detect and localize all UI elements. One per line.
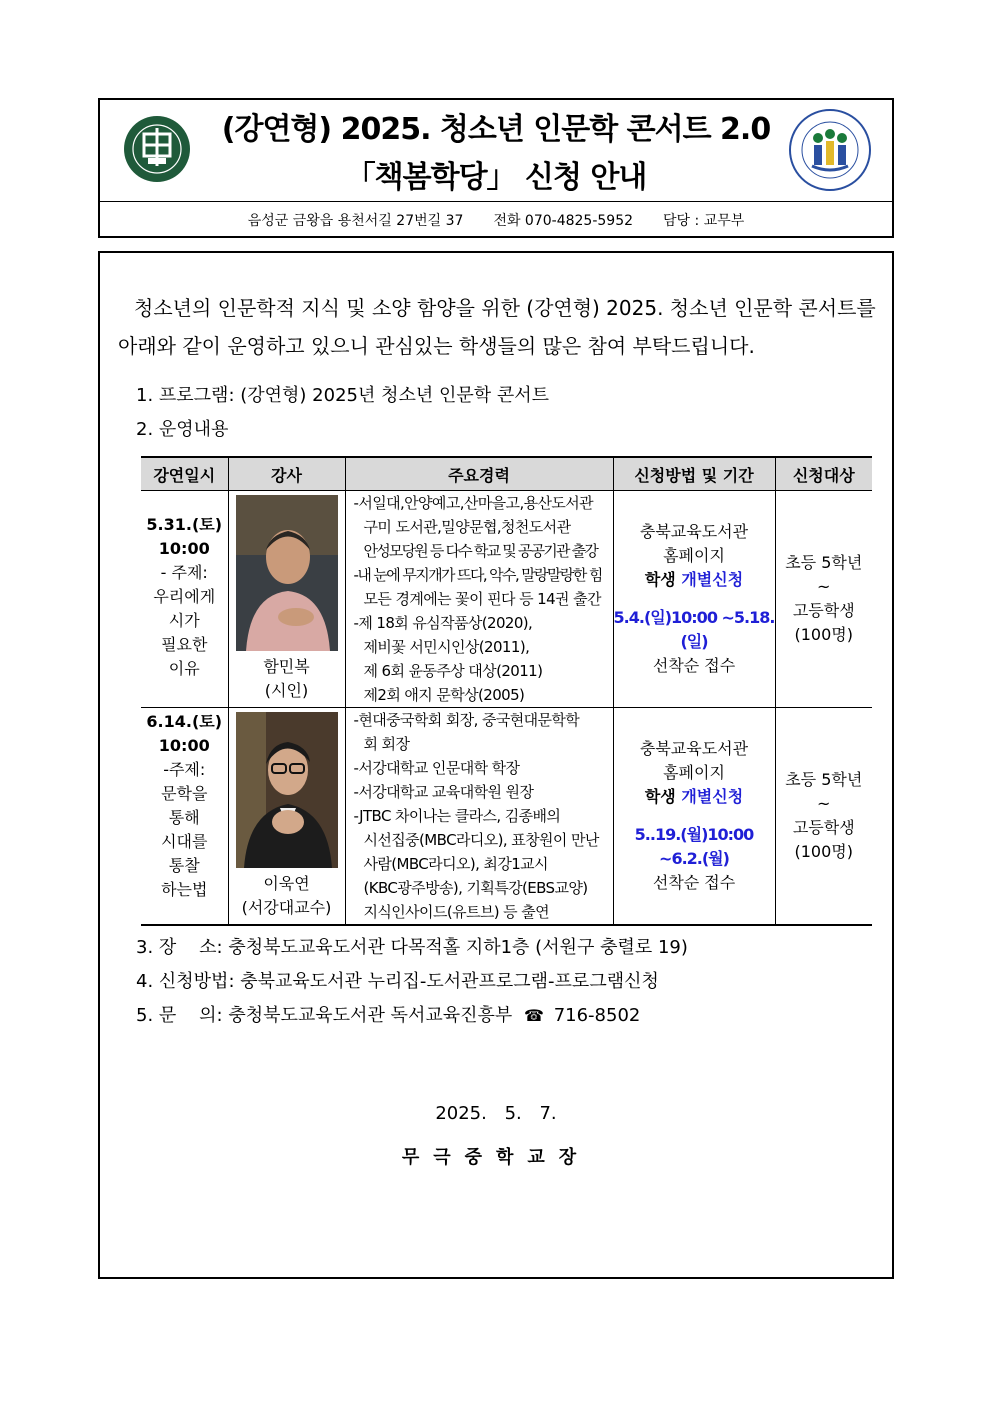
career-cell: [345, 708, 613, 926]
table-header-row: [141, 457, 872, 491]
career-line: 제비꽃 서민시인상(2011),: [363, 638, 530, 656]
topic-line: 우리에게: [153, 587, 216, 606]
contact-department: 담당 : 교무부: [663, 212, 745, 229]
career-line: 제2회 애지 문학상(2005): [363, 686, 525, 704]
topic-line: - 주제:: [160, 563, 208, 582]
career-line: -JTBC 차이나는 클라스, 김종배의: [353, 807, 561, 825]
document-title-line2: 「책봄학당」 신청 안내: [345, 160, 647, 195]
career-line: 지식인사이드(유트브) 등 출연: [363, 903, 550, 921]
item-inquiry: [136, 1001, 640, 1027]
career-line: 구미 도서관,밀양문협,청천도서관: [363, 518, 571, 536]
speaker-cell: [228, 708, 345, 926]
target-range-start: 초등 5학년: [785, 770, 863, 789]
topic-line: 시대를: [161, 832, 208, 851]
target-range-separator: ~: [817, 794, 831, 813]
target-range-start: 초등 5학년: [785, 553, 863, 572]
application-site: 충북교육도서관: [639, 522, 749, 541]
application-method: [614, 785, 775, 809]
application-cell: [613, 708, 775, 926]
career-line: (KBC광주방송), 기획특강(EBS교양): [363, 879, 588, 897]
application-period: 5.4.(일)10:00 ~5.18.(일): [613, 608, 775, 651]
speaker-photo: [236, 712, 338, 868]
target-range-end: 고등학생: [792, 818, 855, 837]
column-header: 강사: [228, 457, 345, 491]
application-method-highlight: 개별신청: [681, 570, 744, 589]
document-title-line1: (강연형) 2025. 청소년 인문학 콘서트 2.0: [221, 112, 771, 147]
lecture-date: 5.31.(토): [146, 515, 223, 534]
speaker-name: 함민복: [263, 657, 310, 676]
item-content: 2. 운영내용: [136, 419, 229, 440]
application-page: 홈페이지: [663, 546, 725, 565]
intro-line-1: 청소년의 인문학적 지식 및 소양 함양을 위한 (강연형) 2025. 청소년 인문학 콘서트를: [134, 296, 876, 320]
target-range-separator: ~: [817, 577, 831, 596]
career-line: -서강대학교 교육대학원 원장: [353, 783, 534, 801]
application-site: 충북교육도서관: [639, 739, 749, 758]
item-application: 4. 신청방법: 충북교육도서관 누리집-도서관프로그램-프로그램신청: [136, 971, 659, 992]
program-table: [141, 456, 872, 926]
telephone-icon: ☎: [524, 1006, 544, 1025]
application-method-prefix: 학생: [644, 787, 682, 806]
career-line: -제 18회 유심작품상(2020),: [353, 614, 533, 632]
document-header: [98, 98, 894, 238]
column-header: 신청대상: [775, 457, 872, 491]
career-line: 제 6회 윤동주상 대상(2011): [363, 662, 543, 680]
school-address: 음성군 금왕읍 용천서길 27번길 37: [247, 212, 464, 229]
column-header: 주요경력: [345, 457, 613, 491]
career-cell: [345, 491, 613, 708]
column-header: 강연일시: [141, 457, 228, 491]
career-line: -현대중국학회 회장, 중국현대문학학: [353, 711, 580, 729]
item-program: 1. 프로그램: (강연형) 2025년 청소년 인문학 콘서트: [136, 385, 550, 406]
topic-line: 문학을: [161, 784, 208, 803]
speaker-role: (서강대교수): [241, 898, 332, 917]
topic-line: 통해: [168, 808, 200, 827]
topic-line: 시가: [168, 611, 200, 630]
application-note: 선착순 접수: [652, 656, 736, 675]
library-emblem-icon: [788, 108, 872, 192]
career-line: 회 회장: [363, 735, 410, 753]
career-line: -서일대,안양예고,산마을고,용산도서관: [353, 494, 594, 512]
career-line: 시선집중(MBC라디오), 표창원이 만난: [363, 831, 599, 849]
speaker-role: (시인): [264, 681, 309, 700]
topic-line: 이유: [168, 659, 200, 678]
document-body: [98, 251, 894, 1279]
application-page: 홈페이지: [663, 763, 725, 782]
speaker-name: 이욱연: [263, 874, 310, 893]
lecture-datetime: [141, 491, 228, 708]
career-line: 사람(MBC라디오), 최강1교시: [363, 855, 548, 873]
lecture-time: 10:00: [158, 736, 210, 755]
column-header: 신청방법 및 기간: [613, 457, 775, 491]
lecture-datetime: [141, 708, 228, 926]
application-period: 5..19.(월)10:00 ~6.2.(월): [634, 825, 754, 868]
application-method-highlight: 개별신청: [681, 787, 744, 806]
inquiry-phone: 716-8502: [553, 1005, 641, 1026]
topic-line: 통찰: [168, 856, 200, 875]
header-contact-bar: [100, 201, 892, 238]
career-line: 안성모당원 등 다수 학교 및 공공기관 출강: [363, 542, 598, 560]
topic-line: -주제:: [163, 760, 206, 779]
target-capacity: (100명): [794, 625, 853, 644]
application-method-prefix: 학생: [644, 570, 682, 589]
career-line: 모든 경계에는 꽃이 핀다 등 14권 출간: [363, 590, 601, 608]
application-note: 선착순 접수: [652, 873, 736, 892]
topic-line: 하는법: [161, 880, 208, 899]
speaker-photo: [236, 495, 338, 651]
career-line: -서강대학교 인문대학 학장: [353, 759, 520, 777]
intro-paragraph: [118, 289, 878, 365]
header-title-area: [100, 100, 892, 202]
lecture-time: 10:00: [158, 539, 210, 558]
application-method: [614, 568, 775, 592]
topic-line: 필요한: [161, 635, 208, 654]
school-phone: 전화 070-4825-5952: [493, 212, 634, 229]
application-cell: [613, 491, 775, 708]
issue-date: 2025. 5. 7.: [435, 1103, 557, 1124]
lecture-date: 6.14.(토): [146, 712, 223, 731]
speaker-cell: [228, 491, 345, 708]
intro-line-2: 아래와 같이 운영하고 있으니 관심있는 학생들의 많은 참여 부탁드립니다.: [118, 334, 755, 358]
item-venue: 3. 장 소: 충청북도교육도서관 다목적홀 지하1층 (서원구 충렬로 19): [136, 937, 688, 958]
target-cell: [775, 491, 872, 708]
principal-signature: 무극중학교장: [401, 1147, 591, 1168]
career-line: -내 눈에 무지개가 뜨다, 악수, 말랑말랑한 힘: [353, 566, 602, 584]
target-range-end: 고등학생: [792, 601, 855, 620]
table-row: [141, 708, 872, 926]
target-cell: [775, 708, 872, 926]
target-capacity: (100명): [794, 842, 853, 861]
table-row: [141, 491, 872, 708]
inquiry-label: 5. 문 의: 충청북도교육도서관 독서교육진흥부: [136, 1005, 513, 1026]
